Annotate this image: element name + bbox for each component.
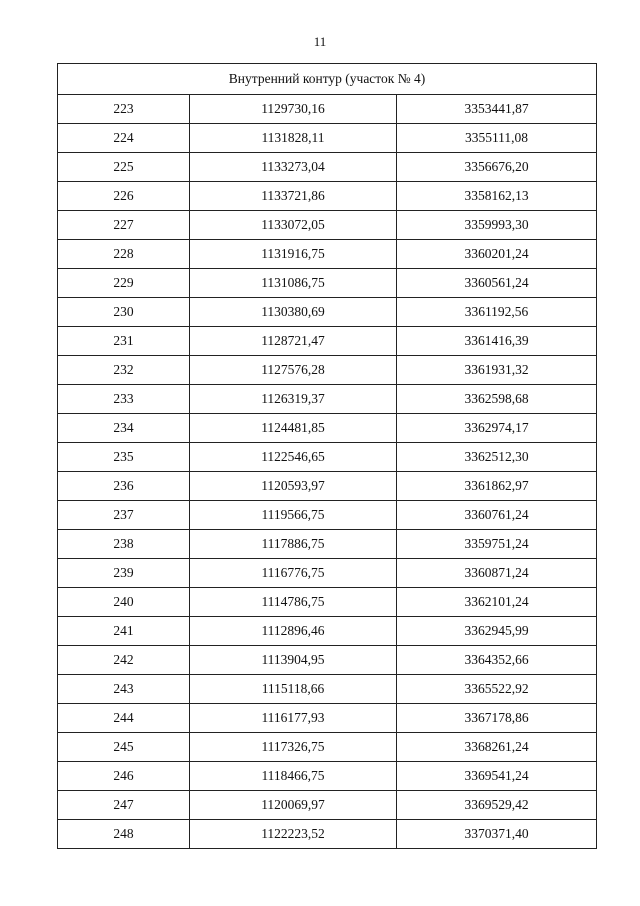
- y-coordinate-cell: 3359993,30: [397, 211, 597, 240]
- x-coordinate-cell: 1124481,85: [190, 414, 397, 443]
- point-number-cell: 239: [58, 559, 190, 588]
- x-coordinate-cell: 1117326,75: [190, 733, 397, 762]
- y-coordinate-cell: 3360561,24: [397, 269, 597, 298]
- table-row: [58, 704, 597, 733]
- x-coordinate-cell: 1126319,37: [190, 385, 397, 414]
- table-row: [58, 617, 597, 646]
- y-coordinate-cell: 3361416,39: [397, 327, 597, 356]
- point-number-cell: 233: [58, 385, 190, 414]
- point-number-cell: 248: [58, 820, 190, 849]
- point-number-cell: 236: [58, 472, 190, 501]
- table-row: [58, 588, 597, 617]
- table-row: [58, 530, 597, 559]
- table-row: [58, 472, 597, 501]
- y-coordinate-cell: 3360871,24: [397, 559, 597, 588]
- y-coordinate-cell: 3369529,42: [397, 791, 597, 820]
- x-coordinate-cell: 1131086,75: [190, 269, 397, 298]
- x-coordinate-cell: 1115118,66: [190, 675, 397, 704]
- table-row: [58, 820, 597, 849]
- table-header: Внутренний контур (участок № 4): [58, 64, 597, 95]
- point-number-cell: 245: [58, 733, 190, 762]
- y-coordinate-cell: 3368261,24: [397, 733, 597, 762]
- table-header-row: [58, 64, 597, 95]
- y-coordinate-cell: 3361192,56: [397, 298, 597, 327]
- table-row: [58, 182, 597, 211]
- y-coordinate-cell: 3353441,87: [397, 95, 597, 124]
- point-number-cell: 237: [58, 501, 190, 530]
- table-row: [58, 501, 597, 530]
- point-number-cell: 230: [58, 298, 190, 327]
- point-number-cell: 246: [58, 762, 190, 791]
- table-row: [58, 733, 597, 762]
- x-coordinate-cell: 1118466,75: [190, 762, 397, 791]
- x-coordinate-cell: 1122223,52: [190, 820, 397, 849]
- coordinates-table: [57, 63, 597, 849]
- x-coordinate-cell: 1114786,75: [190, 588, 397, 617]
- y-coordinate-cell: 3367178,86: [397, 704, 597, 733]
- x-coordinate-cell: 1133721,86: [190, 182, 397, 211]
- point-number-cell: 243: [58, 675, 190, 704]
- table-row: [58, 646, 597, 675]
- point-number-cell: 232: [58, 356, 190, 385]
- y-coordinate-cell: 3361931,32: [397, 356, 597, 385]
- x-coordinate-cell: 1120069,97: [190, 791, 397, 820]
- point-number-cell: 235: [58, 443, 190, 472]
- x-coordinate-cell: 1122546,65: [190, 443, 397, 472]
- point-number-cell: 226: [58, 182, 190, 211]
- x-coordinate-cell: 1133072,05: [190, 211, 397, 240]
- table-body: [58, 95, 597, 849]
- x-coordinate-cell: 1131916,75: [190, 240, 397, 269]
- x-coordinate-cell: 1112896,46: [190, 617, 397, 646]
- table-row: [58, 153, 597, 182]
- x-coordinate-cell: 1113904,95: [190, 646, 397, 675]
- table-row: [58, 211, 597, 240]
- point-number-cell: 234: [58, 414, 190, 443]
- x-coordinate-cell: 1120593,97: [190, 472, 397, 501]
- y-coordinate-cell: 3361862,97: [397, 472, 597, 501]
- table-row: [58, 385, 597, 414]
- point-number-cell: 247: [58, 791, 190, 820]
- point-number-cell: 241: [58, 617, 190, 646]
- y-coordinate-cell: 3364352,66: [397, 646, 597, 675]
- point-number-cell: 240: [58, 588, 190, 617]
- point-number-cell: 244: [58, 704, 190, 733]
- point-number-cell: 231: [58, 327, 190, 356]
- table-row: [58, 791, 597, 820]
- y-coordinate-cell: 3365522,92: [397, 675, 597, 704]
- x-coordinate-cell: 1119566,75: [190, 501, 397, 530]
- y-coordinate-cell: 3360201,24: [397, 240, 597, 269]
- y-coordinate-cell: 3355111,08: [397, 124, 597, 153]
- table-row: [58, 559, 597, 588]
- y-coordinate-cell: 3369541,24: [397, 762, 597, 791]
- x-coordinate-cell: 1116177,93: [190, 704, 397, 733]
- table-row: [58, 356, 597, 385]
- point-number-cell: 242: [58, 646, 190, 675]
- x-coordinate-cell: 1131828,11: [190, 124, 397, 153]
- y-coordinate-cell: 3362512,30: [397, 443, 597, 472]
- x-coordinate-cell: 1127576,28: [190, 356, 397, 385]
- table-row: [58, 240, 597, 269]
- y-coordinate-cell: 3360761,24: [397, 501, 597, 530]
- x-coordinate-cell: 1130380,69: [190, 298, 397, 327]
- table-row: [58, 269, 597, 298]
- y-coordinate-cell: 3362101,24: [397, 588, 597, 617]
- y-coordinate-cell: 3359751,24: [397, 530, 597, 559]
- table-row: [58, 124, 597, 153]
- y-coordinate-cell: 3356676,20: [397, 153, 597, 182]
- x-coordinate-cell: 1128721,47: [190, 327, 397, 356]
- table-row: [58, 414, 597, 443]
- table-row: [58, 443, 597, 472]
- point-number-cell: 229: [58, 269, 190, 298]
- y-coordinate-cell: 3358162,13: [397, 182, 597, 211]
- point-number-cell: 228: [58, 240, 190, 269]
- y-coordinate-cell: 3362945,99: [397, 617, 597, 646]
- table-row: [58, 327, 597, 356]
- x-coordinate-cell: 1117886,75: [190, 530, 397, 559]
- point-number-cell: 225: [58, 153, 190, 182]
- y-coordinate-cell: 3370371,40: [397, 820, 597, 849]
- x-coordinate-cell: 1133273,04: [190, 153, 397, 182]
- table-row: [58, 762, 597, 791]
- point-number-cell: 223: [58, 95, 190, 124]
- y-coordinate-cell: 3362598,68: [397, 385, 597, 414]
- x-coordinate-cell: 1129730,16: [190, 95, 397, 124]
- point-number-cell: 227: [58, 211, 190, 240]
- page-number: 11: [313, 34, 327, 49]
- y-coordinate-cell: 3362974,17: [397, 414, 597, 443]
- table-row: [58, 95, 597, 124]
- table-row: [58, 675, 597, 704]
- point-number-cell: 224: [58, 124, 190, 153]
- point-number-cell: 238: [58, 530, 190, 559]
- x-coordinate-cell: 1116776,75: [190, 559, 397, 588]
- table-row: [58, 298, 597, 327]
